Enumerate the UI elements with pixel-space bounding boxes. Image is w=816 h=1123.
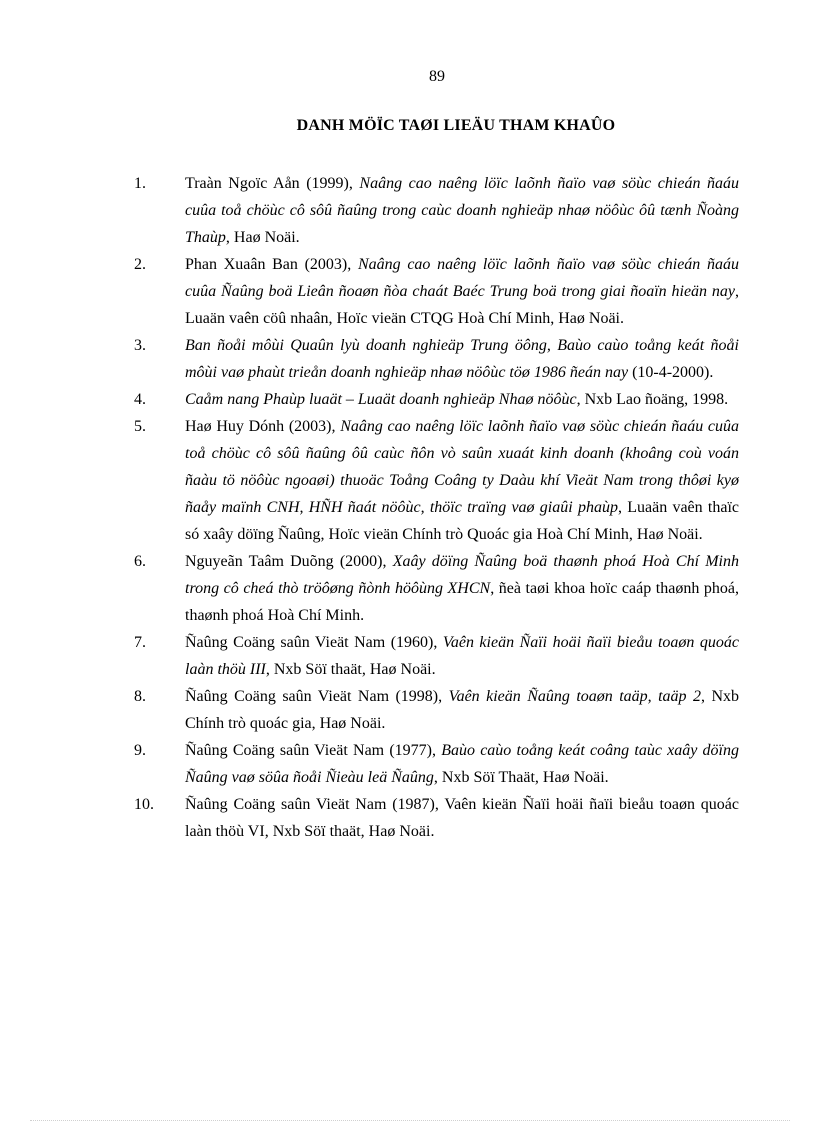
reference-number: 10. bbox=[134, 796, 154, 813]
page-divider bbox=[30, 1120, 790, 1121]
reference-text bbox=[185, 337, 739, 381]
reference-number: 4. bbox=[134, 391, 146, 408]
reference-item bbox=[131, 683, 739, 737]
reference-text-segment: Nguyeãn Taâm Duõng (2000), bbox=[185, 553, 393, 570]
reference-text-segment: , Haø Noäi. bbox=[225, 229, 300, 246]
reference-number: 9. bbox=[134, 742, 146, 759]
reference-text bbox=[185, 796, 739, 840]
reference-item bbox=[131, 170, 739, 251]
reference-number: 6. bbox=[134, 553, 146, 570]
reference-title-italic: Ban ñoåi môùi Quaûn lyù doanh nghieäp Trung öông, Baùo caùo toång keát ñoåi môùi vaø phaùt trieån doanh nghieäp nhaø nöôùc töø 1986 ñeán nay bbox=[185, 337, 739, 381]
reference-item bbox=[131, 251, 739, 332]
reference-text bbox=[185, 175, 739, 246]
reference-title-italic: Naâng cao naêng löïc laõnh ñaïo vaø söùc chieán ñaáu cuûa Ñaûng boä Lieân ñoaøn ñòa chaát Baéc Trung boä trong giai ñoaïn hieän nay bbox=[185, 256, 739, 300]
reference-item bbox=[131, 737, 739, 791]
reference-text-segment: Ñaûng Coäng saûn Vieät Nam (1977), bbox=[185, 742, 442, 759]
reference-text-segment: Phan Xuaân Ban (2003), bbox=[185, 256, 358, 273]
reference-number: 1. bbox=[134, 175, 146, 192]
reference-title-italic: Caåm nang Phaùp luaät – Luaät doanh nghieäp Nhaø nöôùc bbox=[185, 391, 577, 408]
reference-text-segment: Traàn Ngoïc Aån (1999), bbox=[185, 175, 360, 192]
reference-text-segment: , ñeà taøi khoa hoïc caáp thaønh phoá, thaønh phoá Hoà Chí Minh. bbox=[185, 580, 740, 624]
page-title: DANH MÖÏC TAØI LIEÄU THAM KHAÛO bbox=[296, 117, 616, 134]
reference-number: 5. bbox=[134, 418, 146, 435]
reference-text-segment: , Nxb Chính trò quoác gia, Haø Noäi. bbox=[185, 688, 739, 732]
reference-text-segment: , Luaän vaên thaïc só xaây döïng Ñaûng, Hoïc vieän Chính trò Quoác gia Hoà Chí Minh, Haø Noäi. bbox=[185, 499, 739, 543]
reference-item bbox=[131, 548, 739, 629]
reference-text-segment: , Luaän vaên cöû nhaân, Hoïc vieän CTQG Hoà Chí Minh, Haø Noäi. bbox=[185, 283, 739, 327]
reference-text-segment: Ñaûng Coäng saûn Vieät Nam (1960), bbox=[185, 634, 443, 651]
reference-text-segment: Haø Huy Dónh (2003) bbox=[185, 418, 332, 435]
reference-text-segment: Ñaûng Coäng saûn Vieät Nam (1998), bbox=[185, 688, 449, 705]
reference-item bbox=[131, 332, 739, 386]
reference-title-italic: Xaây döïng Ñaûng boä thaønh phoá Hoà Chí Minh trong cô cheá thò tröôøng ñònh höôùng XHCN bbox=[185, 553, 740, 597]
reference-text-segment: , Nxb Söï Thaät, Haø Noäi. bbox=[433, 769, 609, 786]
reference-title-italic: Baùo caùo toång keát coâng taùc xaây döïng Ñaûng vaø söûa ñoåi Ñieàu leä Ñaûng bbox=[185, 742, 739, 786]
reference-text bbox=[185, 418, 739, 543]
page-number: 89 bbox=[429, 68, 445, 85]
reference-text-segment: , Nxb Söï thaät, Haø Noäi. bbox=[265, 661, 436, 678]
reference-text-segment: (10-4-2000). bbox=[628, 364, 714, 381]
reference-title-italic: Vaên kieän Ñaûng toaøn taäp, taäp 2 bbox=[448, 688, 701, 705]
reference-title-italic: , Naâng cao naêng löïc laõnh ñaïo vaø söùc chieán ñaáu cuûa toå chöùc cô sôû ñaûng ôû caùc ñôn vò saûn xuaát kinh doanh (khoâng coù voán ñaàu tö nöôùc ngoaøi) thuoäc Toång Coâng ty Daàu khí Vieät Nam trong thôøi kyø ñaåy maïnh CNH, HÑH ñaát nöôùc, thöïc traïng vaø giaûi phaùp bbox=[185, 418, 740, 516]
reference-number: 7. bbox=[134, 634, 146, 651]
reference-text bbox=[185, 553, 739, 624]
reference-number: 2. bbox=[134, 256, 146, 273]
reference-item bbox=[131, 386, 739, 413]
reference-text bbox=[185, 256, 739, 327]
reference-number: 8. bbox=[134, 688, 146, 705]
reference-number: 3. bbox=[134, 337, 146, 354]
reference-item bbox=[131, 413, 739, 548]
reference-title-italic: Naâng cao naêng löïc laõnh ñaïo vaø söùc chieán ñaáu cuûa toå chöùc cô sôû ñaûng trong caùc doanh nghieäp nhaø nöôùc ôû tænh Ñoàng Thaùp bbox=[185, 175, 739, 246]
reference-text bbox=[185, 688, 739, 732]
reference-text bbox=[185, 634, 739, 678]
reference-item bbox=[131, 629, 739, 683]
reference-text bbox=[185, 742, 739, 786]
reference-list bbox=[131, 170, 739, 845]
reference-text bbox=[185, 391, 728, 408]
reference-title-italic: Vaên kieän Ñaïi hoäi ñaïi bieåu toaøn quoác laàn thöù III bbox=[185, 634, 739, 678]
reference-item bbox=[131, 791, 739, 845]
reference-text-segment: Ñaûng Coäng saûn Vieät Nam (1987), Vaên kieän Ñaïi hoäi ñaïi bieåu toaøn quoác laàn thöù VI, Nxb Söï thaät, Haø Noäi. bbox=[185, 796, 739, 840]
reference-text-segment: , Nxb Lao ñoäng, 1998. bbox=[576, 391, 729, 408]
